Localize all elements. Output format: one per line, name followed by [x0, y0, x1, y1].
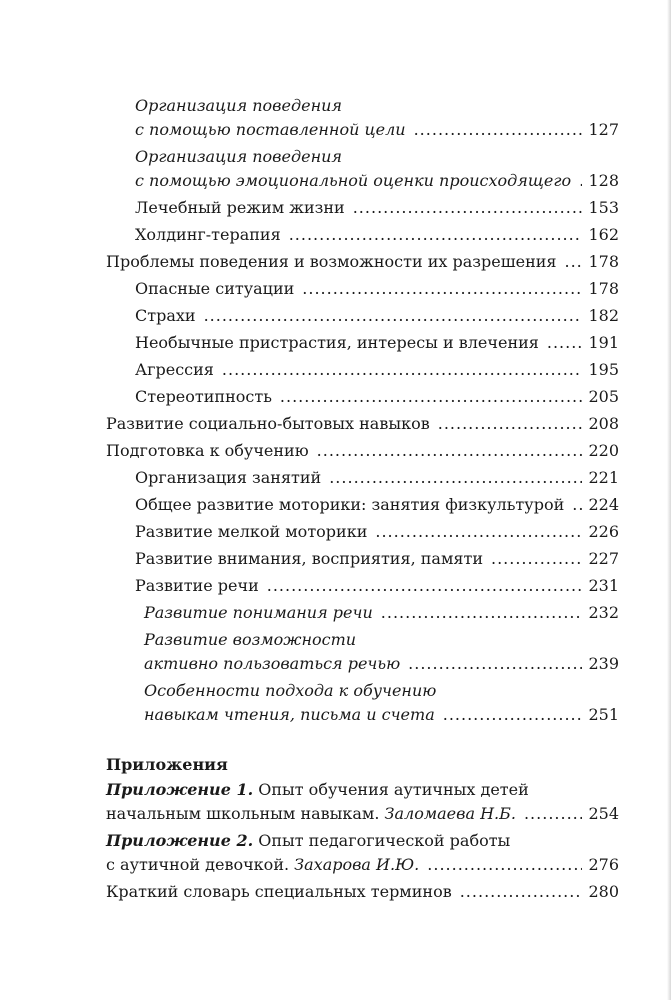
- toc-entry[interactable]: [106, 520, 619, 544]
- appendix-item-line: [106, 829, 619, 853]
- toc-entry[interactable]: [106, 547, 619, 571]
- toc-entry-line: [106, 169, 619, 193]
- toc-entry-line: [106, 628, 619, 652]
- toc-entry-title: Развитие речи: [135, 576, 259, 595]
- toc-entry-title: навыкам чтения, письма и счета: [144, 705, 435, 724]
- dot-leader: [280, 385, 583, 409]
- dot-leader: [204, 304, 583, 328]
- toc-entry[interactable]: [106, 145, 619, 193]
- dot-leader: [460, 880, 583, 904]
- dot-leader: [267, 574, 583, 598]
- toc-entry-title: Развитие внимания, восприятия, памяти: [135, 549, 483, 568]
- page-number: 208: [588, 414, 619, 433]
- dot-leader: [438, 412, 583, 436]
- dot-leader: [381, 601, 583, 625]
- page-number: 280: [588, 882, 619, 901]
- toc-entry[interactable]: [106, 250, 619, 274]
- toc-entry-title: Развитие социально-бытовых навыков: [106, 414, 430, 433]
- toc-entry-line: [106, 412, 619, 436]
- toc-entry-line: [106, 547, 619, 571]
- page-number: 220: [588, 441, 619, 460]
- toc-entry[interactable]: [106, 601, 619, 625]
- dot-leader: [317, 439, 583, 463]
- page-number: 226: [588, 522, 619, 541]
- appendix-title: с аутичной девочкой.: [106, 855, 295, 874]
- toc-entry-line: [106, 223, 619, 247]
- toc-entry[interactable]: [106, 331, 619, 355]
- toc-entry-title: с помощью поставленной цели: [135, 120, 406, 139]
- page-number: 251: [588, 705, 619, 724]
- appendix-item-line: [106, 802, 619, 826]
- toc-entry-title: с помощью эмоциональной оценки происходящего: [135, 171, 572, 190]
- dot-leader: [353, 196, 583, 220]
- page-number: 254: [588, 804, 619, 823]
- toc-entry-title: Организация поведения: [135, 147, 343, 166]
- toc-entry-title: Особенности подхода к обучению: [144, 681, 437, 700]
- page-number: 178: [588, 279, 619, 298]
- page-number: 276: [588, 855, 619, 874]
- dot-leader: [524, 802, 582, 826]
- page-number: 239: [588, 654, 619, 673]
- page-number: 205: [588, 387, 619, 406]
- glossary-line: [106, 880, 619, 904]
- toc-entry-title: Стереотипность: [135, 387, 272, 406]
- toc-entry-line: [106, 94, 619, 118]
- page-number: 231: [588, 576, 619, 595]
- toc-entry-title: Организация поведения: [135, 96, 343, 115]
- toc-entry[interactable]: [106, 493, 619, 517]
- toc-entry-line: [106, 304, 619, 328]
- toc-entry-title: Страхи: [135, 306, 196, 325]
- toc-entry[interactable]: [106, 304, 619, 328]
- toc-entry-line: [106, 358, 619, 382]
- toc-entry[interactable]: [106, 196, 619, 220]
- toc-entry[interactable]: [106, 277, 619, 301]
- toc-entry-line: [106, 466, 619, 490]
- toc-entry-title: Развитие понимания речи: [144, 603, 373, 622]
- page-number: 221: [588, 468, 619, 487]
- page-number: 128: [588, 171, 619, 190]
- page-number: 162: [588, 225, 619, 244]
- page-number: 182: [588, 306, 619, 325]
- appendix-label: Приложение 2.: [106, 831, 254, 850]
- appendix-label: Приложение 1.: [106, 780, 254, 799]
- toc-entry-title: Лечебный режим жизни: [135, 198, 345, 217]
- toc-entry-title: Общее развитие моторики: занятия физкультурой: [135, 495, 565, 514]
- toc-entry-title: Подготовка к обучению: [106, 441, 309, 460]
- toc-entry-line: [106, 679, 619, 703]
- dot-leader: [408, 652, 582, 676]
- page-number: 224: [588, 495, 619, 514]
- toc-entry-title: Организация занятий: [135, 468, 322, 487]
- toc-entry-title: активно пользоваться речью: [144, 654, 401, 673]
- toc-entry-title: Агрессия: [135, 360, 214, 379]
- dot-leader: [302, 277, 582, 301]
- toc-entry-line: [106, 520, 619, 544]
- page-number: 191: [588, 333, 619, 352]
- toc-entry-line: [106, 145, 619, 169]
- dot-leader: [443, 703, 583, 727]
- toc-entry-line: [106, 277, 619, 301]
- page-edge: [667, 0, 671, 1000]
- toc-entry-title: Холдинг-терапия: [135, 225, 281, 244]
- page-number: 227: [588, 549, 619, 568]
- toc-entry[interactable]: [106, 679, 619, 727]
- appendix-heading: Приложения: [106, 755, 228, 774]
- toc-entry-title: Опасные ситуации: [135, 279, 295, 298]
- toc-entry[interactable]: [106, 385, 619, 409]
- dot-leader: [547, 331, 583, 355]
- appendix-item-line: [106, 778, 619, 802]
- toc-entry[interactable]: [106, 412, 619, 436]
- toc-entry[interactable]: [106, 223, 619, 247]
- appendix-title: начальным школьным навыкам.: [106, 804, 385, 823]
- appendix-author: Захарова И.Ю.: [294, 855, 420, 874]
- toc-entry-line: [106, 574, 619, 598]
- dot-leader: [427, 853, 582, 877]
- toc-entry-line: [106, 493, 619, 517]
- toc-entry[interactable]: [106, 574, 619, 598]
- toc-entry[interactable]: [106, 439, 619, 463]
- glossary-entry[interactable]: [106, 880, 619, 904]
- dot-leader: [572, 493, 582, 517]
- dot-leader: [289, 223, 583, 247]
- appendix-title: Опыт педагогической работы: [253, 831, 511, 850]
- toc-entry-line: [106, 118, 619, 142]
- toc-entry-title: Развитие мелкой моторики: [135, 522, 368, 541]
- appendix-item-2[interactable]: [106, 829, 619, 877]
- dot-leader: [565, 250, 583, 274]
- page-number: 127: [588, 120, 619, 139]
- toc-entry[interactable]: [106, 466, 619, 490]
- toc-entry-line: [106, 331, 619, 355]
- table-of-contents: [106, 94, 619, 904]
- toc-entry-line: [106, 196, 619, 220]
- toc-entry-title: Необычные пристрастия, интересы и влечения: [135, 333, 539, 352]
- appendix-item-line: [106, 853, 619, 877]
- dot-leader: [491, 547, 582, 571]
- appendix-item-1[interactable]: [106, 778, 619, 826]
- page-number: 195: [588, 360, 619, 379]
- toc-entry-line: [106, 250, 619, 274]
- toc-entry-line: [106, 652, 619, 676]
- dot-leader: [375, 520, 582, 544]
- page-number: 178: [588, 252, 619, 271]
- toc-entry-line: [106, 601, 619, 625]
- glossary-title: Краткий словарь специальных терминов: [106, 882, 452, 901]
- toc-entry-line: [106, 703, 619, 727]
- dot-leader: [414, 118, 583, 142]
- appendix-title: Опыт обучения аутичных детей: [253, 780, 529, 799]
- dot-leader: [222, 358, 583, 382]
- dot-leader: [579, 169, 582, 193]
- toc-entry[interactable]: [106, 94, 619, 142]
- toc-entry[interactable]: [106, 628, 619, 676]
- toc-entry-line: [106, 385, 619, 409]
- page-number: 153: [588, 198, 619, 217]
- toc-entry-title: Развитие возможности: [144, 630, 357, 649]
- toc-entries: [106, 94, 619, 730]
- toc-entry[interactable]: [106, 358, 619, 382]
- toc-entry-line: [106, 439, 619, 463]
- page-number: 232: [588, 603, 619, 622]
- toc-entry-title: Проблемы поведения и возможности их разрешения: [106, 252, 557, 271]
- appendix-author: Заломаева Н.Б.: [384, 804, 516, 823]
- dot-leader: [329, 466, 582, 490]
